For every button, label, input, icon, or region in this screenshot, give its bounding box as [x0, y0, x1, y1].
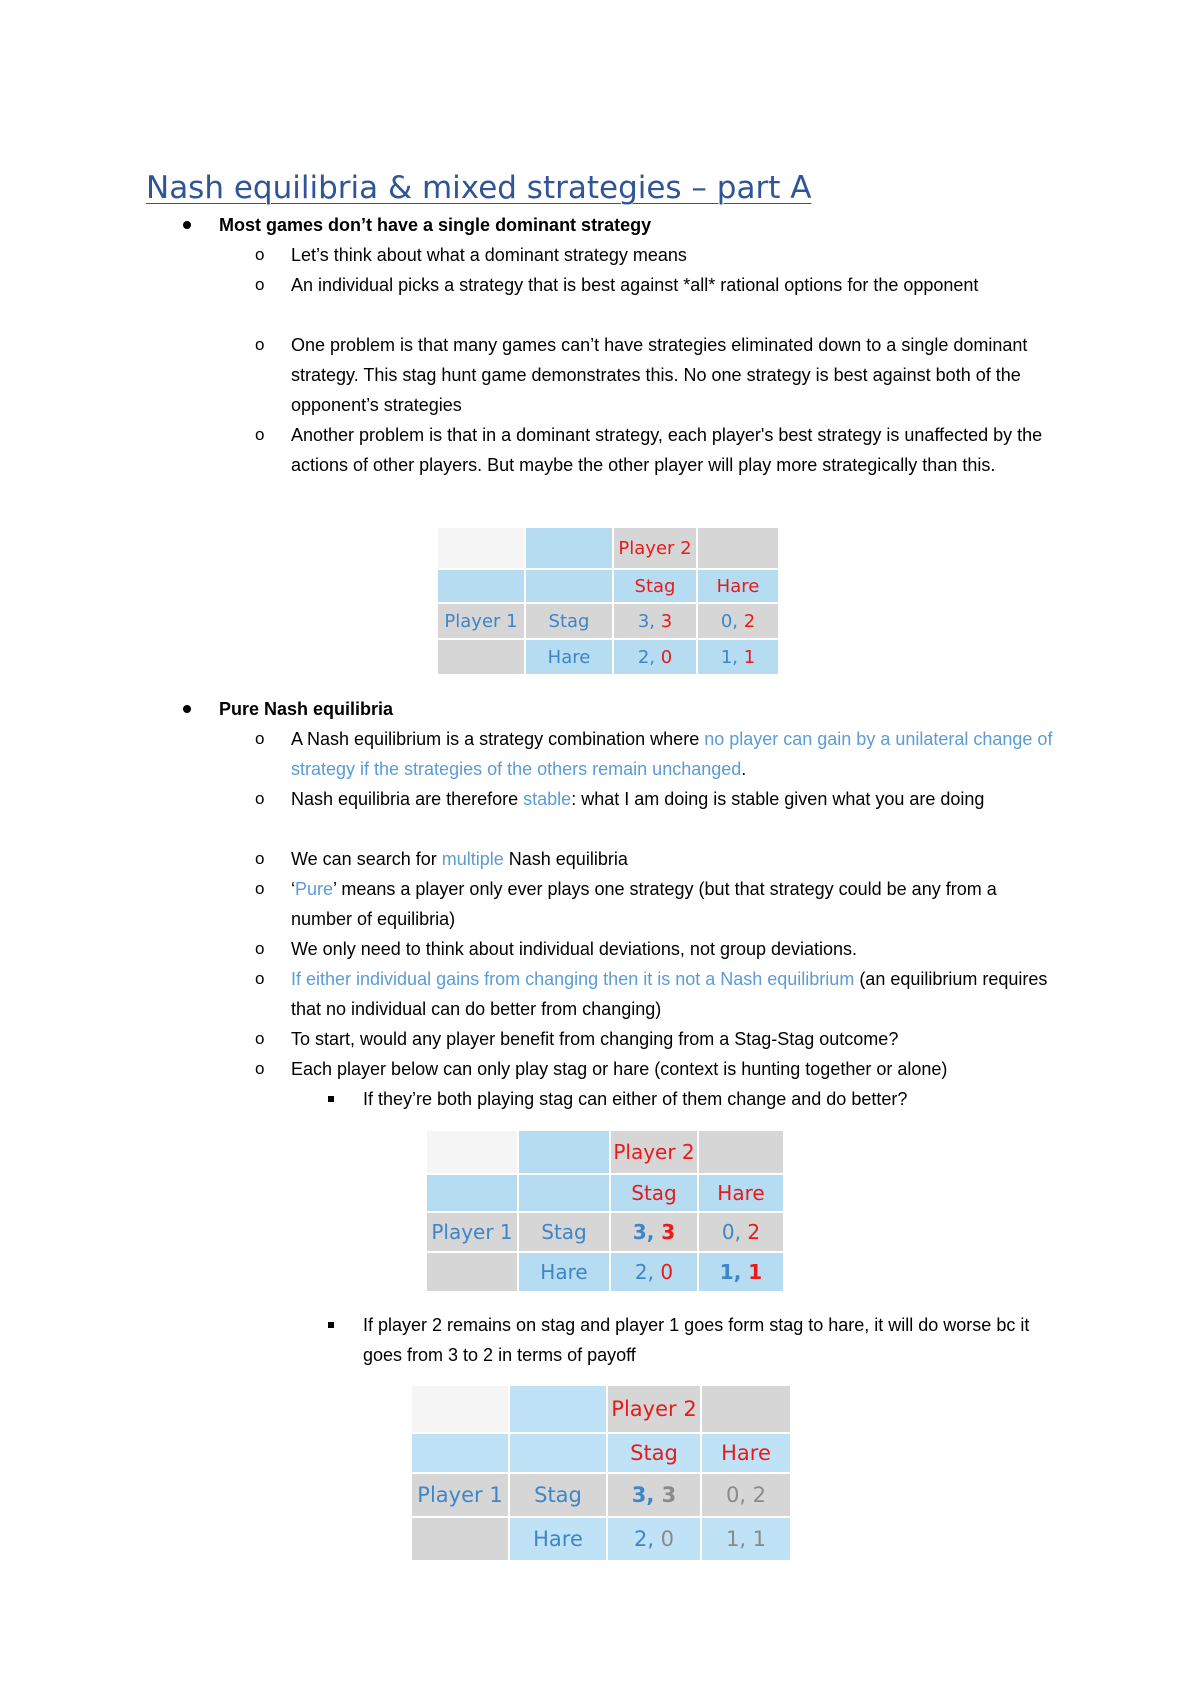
- circle-marker-icon: o: [255, 849, 265, 868]
- player1-label: Player 1: [412, 1474, 508, 1516]
- circle-marker-icon: o: [255, 969, 265, 988]
- payoff-table: [410, 1384, 792, 1562]
- circle-marker-icon: o: [255, 1029, 265, 1048]
- table-cell: [427, 1175, 517, 1211]
- list-item-text: To start, would any player benefit from changing from a Stag-Stag outcome?: [291, 1029, 899, 1049]
- square-bullet-icon: [328, 1096, 334, 1102]
- payoff-cell: 3, 3: [614, 604, 696, 638]
- table-cell: [526, 570, 612, 602]
- row-header-stag: Stag: [519, 1213, 609, 1251]
- row-header-hare: Hare: [519, 1253, 609, 1291]
- col-header-hare: Hare: [698, 570, 778, 602]
- row-header-hare: Hare: [510, 1518, 606, 1560]
- payoff-cell: 0, 2: [702, 1474, 790, 1516]
- list-item-text: If either individual gains from changing then it is not a Nash equilibrium (an equilibrium requires that no individual can do better from changing): [291, 969, 1048, 1019]
- bullet-heading: Pure Nash equilibria: [219, 699, 394, 719]
- col-header-stag: Stag: [608, 1434, 700, 1472]
- circle-marker-icon: o: [255, 939, 265, 958]
- list-item-text: One problem is that many games can’t have strategies eliminated down to a single dominant strategy. This stag hunt game demonstrates this. No one strategy is best against both of the opponent’s strategies: [291, 335, 1028, 415]
- list-item-text: Let’s think about what a dominant strategy means: [291, 245, 687, 265]
- list-item-text: A Nash equilibrium is a strategy combination where no player can gain by a unilateral change of strategy if the strategies of the others remain unchanged.: [291, 729, 1053, 779]
- payoff-cell: 0, 2: [699, 1213, 783, 1251]
- table-cell: [412, 1518, 508, 1560]
- list-item-text: Nash equilibria are therefore stable: what I am doing is stable given what you are doing: [291, 789, 985, 809]
- payoff-cell: 3, 3: [608, 1474, 700, 1516]
- table-cell: [519, 1175, 609, 1211]
- square-bullet-icon: [328, 1322, 334, 1328]
- payoff-cell: 2, 0: [611, 1253, 697, 1291]
- list-item-text: Each player below can only play stag or hare (context is hunting together or alone): [291, 1059, 948, 1079]
- list-item-text: ‘Pure’ means a player only ever plays one strategy (but that strategy could be any from a number of equilibria): [291, 879, 997, 929]
- table-cell: [702, 1386, 790, 1432]
- list-item-text: If they’re both playing stag can either of them change and do better?: [363, 1089, 908, 1109]
- table-cell: [438, 640, 524, 674]
- circle-marker-icon: o: [255, 425, 265, 444]
- payoff-cell: 2, 0: [614, 640, 696, 674]
- circle-marker-icon: o: [255, 1059, 265, 1078]
- table-cell: [526, 528, 612, 568]
- page-title: Nash equilibria & mixed strategies – part A: [146, 170, 812, 206]
- table-cell: [412, 1386, 508, 1432]
- table-cell: [510, 1434, 606, 1472]
- table-cell: [438, 570, 524, 602]
- player2-label: Player 2: [611, 1131, 697, 1173]
- list-item-text: An individual picks a strategy that is best against *all* rational options for the opponent: [291, 275, 979, 295]
- payoff-table: [425, 1129, 785, 1293]
- payoff-cell: 1, 1: [699, 1253, 783, 1291]
- circle-marker-icon: o: [255, 789, 265, 808]
- col-header-stag: Stag: [611, 1175, 697, 1211]
- payoff-cell: 1, 1: [698, 640, 778, 674]
- player1-label: Player 1: [427, 1213, 517, 1251]
- table-cell: [519, 1131, 609, 1173]
- bullet-heading: Most games don’t have a single dominant strategy: [219, 215, 652, 235]
- list-item-text: If player 2 remains on stag and player 1 goes form stag to hare, it will do worse bc it goes from 3 to 2 in terms of payoff: [363, 1315, 1030, 1365]
- table-cell: [427, 1253, 517, 1291]
- bullet-dot-icon: [183, 705, 191, 713]
- col-header-hare: Hare: [699, 1175, 783, 1211]
- list-item-text: We only need to think about individual deviations, not group deviations.: [291, 939, 858, 959]
- circle-marker-icon: o: [255, 275, 265, 294]
- col-header-stag: Stag: [614, 570, 696, 602]
- table-cell: [438, 528, 524, 568]
- payoff-cell: 2, 0: [608, 1518, 700, 1560]
- bullet-dot-icon: [183, 221, 191, 229]
- row-header-stag: Stag: [526, 604, 612, 638]
- payoff-table: [436, 526, 780, 676]
- table-cell: [427, 1131, 517, 1173]
- player2-label: Player 2: [614, 528, 696, 568]
- table-cell: [412, 1434, 508, 1472]
- payoff-cell: 1, 1: [702, 1518, 790, 1560]
- table-cell: [510, 1386, 606, 1432]
- player2-label: Player 2: [608, 1386, 700, 1432]
- table-cell: [699, 1131, 783, 1173]
- circle-marker-icon: o: [255, 335, 265, 354]
- payoff-cell: 0, 2: [698, 604, 778, 638]
- row-header-stag: Stag: [510, 1474, 606, 1516]
- table-cell: [698, 528, 778, 568]
- circle-marker-icon: o: [255, 879, 265, 898]
- circle-marker-icon: o: [255, 245, 265, 264]
- payoff-cell: 3, 3: [611, 1213, 697, 1251]
- row-header-hare: Hare: [526, 640, 612, 674]
- col-header-hare: Hare: [702, 1434, 790, 1472]
- circle-marker-icon: o: [255, 729, 265, 748]
- player1-label: Player 1: [438, 604, 524, 638]
- list-item-text: We can search for multiple Nash equilibria: [291, 849, 628, 869]
- list-item-text: Another problem is that in a dominant strategy, each player's best strategy is unaffected by the actions of other players. But maybe the other player will play more strategically than this.: [291, 425, 1043, 475]
